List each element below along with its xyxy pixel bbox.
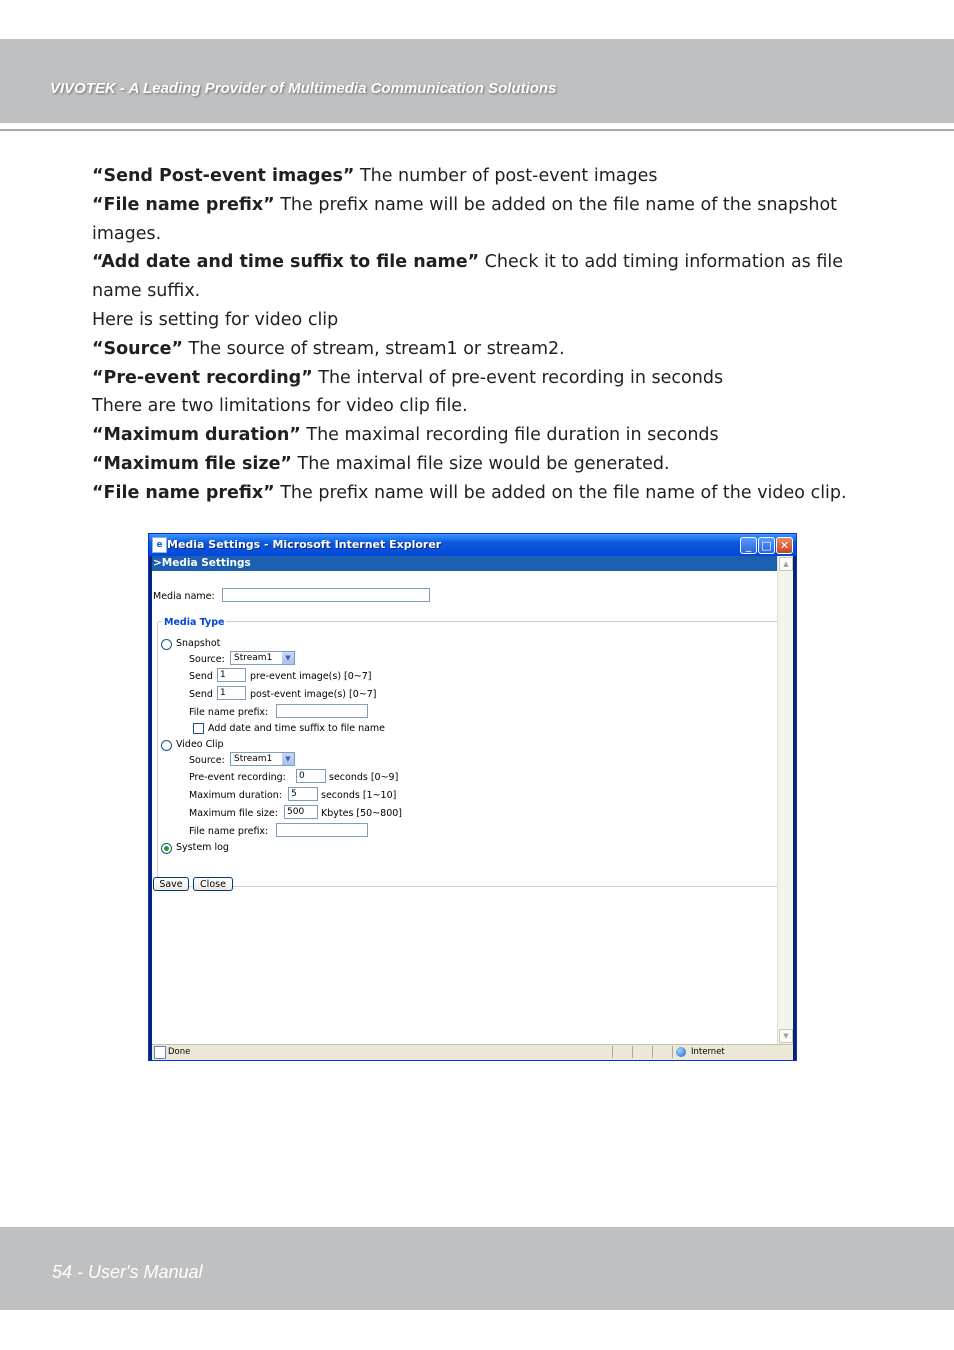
save-button[interactable]: Save [153,877,189,891]
paragraph [92,364,862,393]
paragraph [92,421,862,450]
pre-event-images-input[interactable]: 1 [217,668,246,682]
status-divider [612,1046,633,1058]
header-title: VIVOTEK - A Leading Provider of Multimedia Communication Solutions [50,80,557,97]
description: The maximal recording file duration in seconds [300,425,719,446]
paragraph [92,479,862,508]
paragraph [92,306,862,335]
term: “Maximum duration” [92,425,301,446]
description: The source of stream, stream1 or stream2. [182,338,565,359]
term: “Source” [92,338,183,359]
term: “File name prefix” [92,194,275,215]
ie-page-icon: e [152,537,167,553]
paragraph [92,335,862,364]
status-done: Done [168,1047,191,1057]
snapshot-prefix-input[interactable] [276,704,368,718]
video-prefix-label: File name prefix: [189,826,269,837]
snapshot-source-value: Stream1 [234,653,273,663]
description: Here is setting for video clip [92,309,339,330]
close-window-button[interactable]: ✕ [776,537,793,554]
paragraph [92,392,862,421]
title-bar[interactable] [149,534,796,556]
max-duration-input[interactable]: 5 [288,787,318,801]
media-name-label: Media name: [153,591,215,602]
date-time-suffix-label: Add date and time suffix to file name [208,723,386,734]
snapshot-prefix-label: File name prefix: [189,707,269,718]
snapshot-label: Snapshot [176,638,221,649]
post-event-images-input[interactable]: 1 [217,686,246,700]
media-type-legend: Media Type [164,617,225,628]
post-event-images-hint: post-event image(s) [0~7] [250,689,377,700]
max-file-size-hint: Kbytes [50~800] [321,808,403,819]
header-divider [0,129,954,131]
pre-event-recording-label: Pre-event recording: [189,772,286,783]
video-source-value: Stream1 [234,754,273,764]
chevron-down-icon[interactable]: ▼ [282,652,294,664]
description: The prefix name will be added on the file name of the snapshot images. [92,194,838,244]
term: “Add date and time suffix to file name” [92,252,480,273]
video-clip-label: Video Clip [176,739,224,750]
snapshot-source-select[interactable] [230,651,295,665]
term: “Pre-event recording” [92,367,313,388]
ie-window [148,533,797,1061]
video-source-select[interactable] [230,752,295,766]
video-source-label: Source: [189,755,225,766]
description: There are two limitations for video clip file. [92,396,468,417]
vertical-scrollbar[interactable] [777,556,793,1044]
description: The interval of pre-event recording in seconds [312,367,724,388]
max-file-size-label: Maximum file size: [189,808,278,819]
description: Check it to add timing information as file name suffix. [92,252,844,302]
status-zone: Internet [691,1047,725,1057]
paragraph [92,248,862,306]
page-done-icon [154,1046,166,1059]
page-heading: >Media Settings [152,556,783,571]
term: “Send Post-event images” [92,166,355,186]
video-prefix-input[interactable] [276,823,368,837]
description: The maximal file size would be generated. [291,453,670,474]
body-text [92,162,862,508]
pre-event-images-hint: pre-event image(s) [0~7] [250,671,372,682]
scroll-down-icon[interactable]: ▼ [779,1029,793,1043]
paragraph [92,162,862,191]
chevron-down-icon[interactable]: ▼ [282,753,294,765]
system-log-radio[interactable] [161,843,172,854]
status-divider [652,1046,673,1058]
paragraph [92,450,862,479]
send-pre-label: Send [189,671,213,682]
paragraph [92,191,862,249]
snapshot-radio[interactable] [161,639,172,650]
media-name-input[interactable] [222,588,430,602]
snapshot-source-label: Source: [189,654,225,665]
window-title: Media Settings - Microsoft Internet Explorer [167,538,442,551]
max-duration-label: Maximum duration: [189,790,283,801]
max-duration-hint: seconds [1~10] [321,790,397,801]
status-bar [152,1044,793,1060]
globe-icon [676,1047,686,1057]
max-file-size-input[interactable]: 500 [284,805,318,819]
scroll-up-icon[interactable]: ▲ [779,557,793,571]
system-log-label: System log [176,842,229,853]
maximize-button[interactable]: □ [758,537,775,554]
term: “Maximum file size” [92,453,292,474]
minimize-button[interactable]: _ [740,537,757,554]
term: “File name prefix” [92,482,275,503]
date-time-suffix-checkbox[interactable] [193,723,204,734]
page-footer: 54 - User's Manual [52,1262,203,1282]
video-clip-radio[interactable] [161,740,172,751]
status-divider [632,1046,653,1058]
pre-event-recording-input[interactable]: 0 [296,769,326,783]
pre-event-recording-hint: seconds [0~9] [329,772,399,783]
description: The prefix name will be added on the file name of the video clip. [274,482,847,503]
page-content [152,556,793,1044]
send-post-label: Send [189,689,213,700]
close-button[interactable]: Close [193,877,233,891]
description: The number of post-event images [354,166,658,186]
